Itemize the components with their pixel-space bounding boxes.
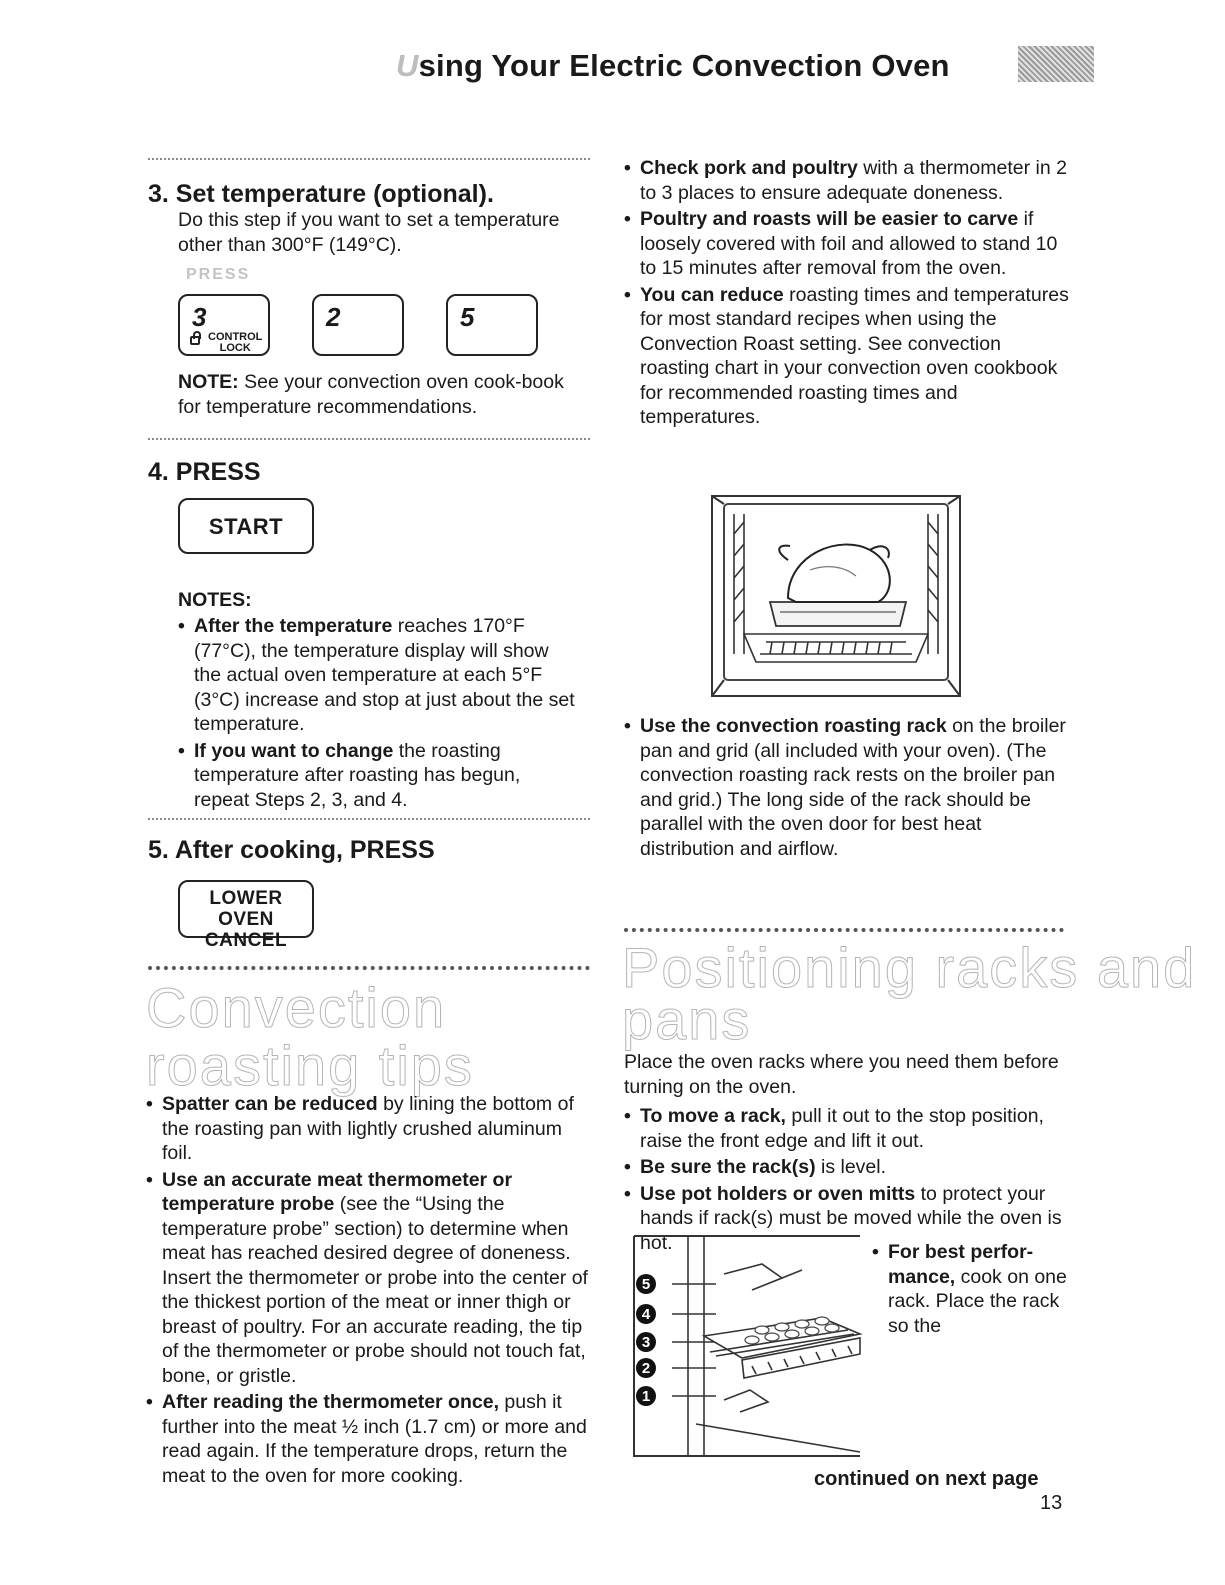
- lock-icon: [190, 336, 200, 345]
- step-3-heading: 3. Set temperature (optional).: [148, 180, 494, 208]
- press-label: PRESS: [186, 266, 251, 283]
- divider: [624, 928, 1064, 932]
- positioning-heading-line2: pans: [622, 988, 752, 1051]
- rack-positions-illustration: [632, 1234, 866, 1460]
- step-5-heading: 5. After cooking, PRESS: [148, 836, 435, 864]
- convection-roasting-tips-list: [146, 1092, 592, 1490]
- note-text: See your convection oven cook-book for temperature recommendations.: [178, 371, 564, 418]
- list-item: • Check pork and poultry with a thermometer in 2 to 3 places to ensure adequate doneness.: [624, 156, 1074, 205]
- list-item: • Use an accurate meat thermometer or temperature probe (see the “Using the temperature probe” section) to determine when meat has reached desired degree of doneness. Insert the thermometer or probe into the center of the thickest portion of the meat or inner thigh or breast of poultry. For an accurate reading, the tip of the thermometer or probe should not touch fat, bone, or gristle.: [146, 1168, 592, 1389]
- key-number: 5: [460, 302, 475, 332]
- notes-heading: NOTES:: [178, 589, 252, 611]
- divider: [148, 818, 590, 820]
- page-title: [396, 48, 950, 84]
- key-3-control-lock[interactable]: [178, 294, 270, 356]
- key-2[interactable]: [312, 294, 404, 356]
- divider: [148, 966, 590, 970]
- page-number: 13: [1040, 1492, 1063, 1514]
- key-number: 2: [326, 302, 341, 332]
- step-4-heading: 4. PRESS: [148, 458, 261, 486]
- note-label: NOTE:: [178, 371, 239, 393]
- rack-position-1: 1: [641, 1388, 651, 1405]
- list-item: • After the temperature reaches 170°F (77°C), the temperature display will show the actual oven temperature at each 5°F (3°C) increase and stop at just about the set temperature.: [178, 614, 580, 737]
- list-item: • Poultry and roasts will be easier to carve if loosely covered with foil and allowed to stand 10 to 15 minutes after removal from the oven.: [624, 207, 1074, 281]
- rack-position-3: 3: [641, 1334, 651, 1351]
- key-number: 3: [192, 302, 207, 332]
- header-pattern-block: [1018, 46, 1094, 82]
- list-item: • Use the convection roasting rack on the broiler pan and grid (all included with your oven). (The convection roasting rack rests on the broiler pan and grid.) The long side of the rack should be parallel with the oven door for best heat distribution and airflow.: [624, 714, 1074, 861]
- list-item: • You can reduce roasting times and temperatures for most standard recipes when using the Convection Roast setting. See convection roasting chart in your convection oven cookbook for recommended roasting times and temperatures.: [624, 283, 1074, 430]
- key-5[interactable]: [446, 294, 538, 356]
- step-3-text: Do this step if you want to set a temperature other than 300°F (149°C).: [178, 209, 560, 256]
- rack-position-4: 4: [641, 1306, 651, 1323]
- continued-note: continued on next page: [814, 1468, 1039, 1490]
- rack-position-2: 2: [641, 1360, 651, 1377]
- divider: [148, 438, 590, 440]
- lower-oven-cancel-button[interactable]: [178, 880, 314, 951]
- tips-heading-line1: Convection: [146, 976, 447, 1039]
- list-item: • After reading the thermometer once, push it further into the meat ½ inch (1.7 cm) or more and read again. If the temperature drops, return the meat to the oven for more cooking.: [146, 1390, 592, 1488]
- page-title-initial: U: [396, 48, 419, 83]
- divider: [148, 158, 590, 160]
- list-item: • If you want to change the roasting temperature after roasting has begun, repeat Steps 2, 3, and 4.: [178, 739, 580, 813]
- lower-oven-cancel-label: LOWER OVEN CANCEL: [204, 888, 288, 951]
- list-item: • Spatter can be reduced by lining the bottom of the roasting pan with lightly crushed aluminum foil.: [146, 1092, 592, 1166]
- list-item: • Be sure the rack(s) is level.: [624, 1155, 1072, 1180]
- list-item: • Use pot holders or oven mitts to protect your hands if rack(s) must be moved while the oven is hot.: [624, 1182, 1072, 1256]
- page-title-text: sing Your Electric Convection Oven: [418, 48, 950, 83]
- list-item: • To move a rack, pull it out to the stop position, raise the front edge and lift it out.: [624, 1104, 1072, 1153]
- rack-tip-list: [624, 714, 1074, 863]
- positioning-heading-line1: Positioning racks and: [622, 936, 1197, 999]
- oven-roasting-illustration: [710, 494, 962, 700]
- step-4-notes: [178, 614, 580, 814]
- step-3-note: [178, 370, 588, 419]
- rack-position-5: 5: [641, 1276, 651, 1293]
- key-sublabel: CONTROL LOCK: [208, 331, 263, 354]
- start-button[interactable]: [178, 498, 314, 554]
- best-performance-list: [872, 1240, 1068, 1340]
- positioning-intro: Place the oven racks where you need them before turning on the oven.: [624, 1051, 1059, 1098]
- right-tips-list: [624, 156, 1074, 432]
- start-button-label: START: [208, 514, 284, 539]
- tips-heading-line2: roasting tips: [146, 1034, 474, 1097]
- list-item: • For best perfor-mance, cook on one rack. Place the rack so the: [872, 1240, 1068, 1338]
